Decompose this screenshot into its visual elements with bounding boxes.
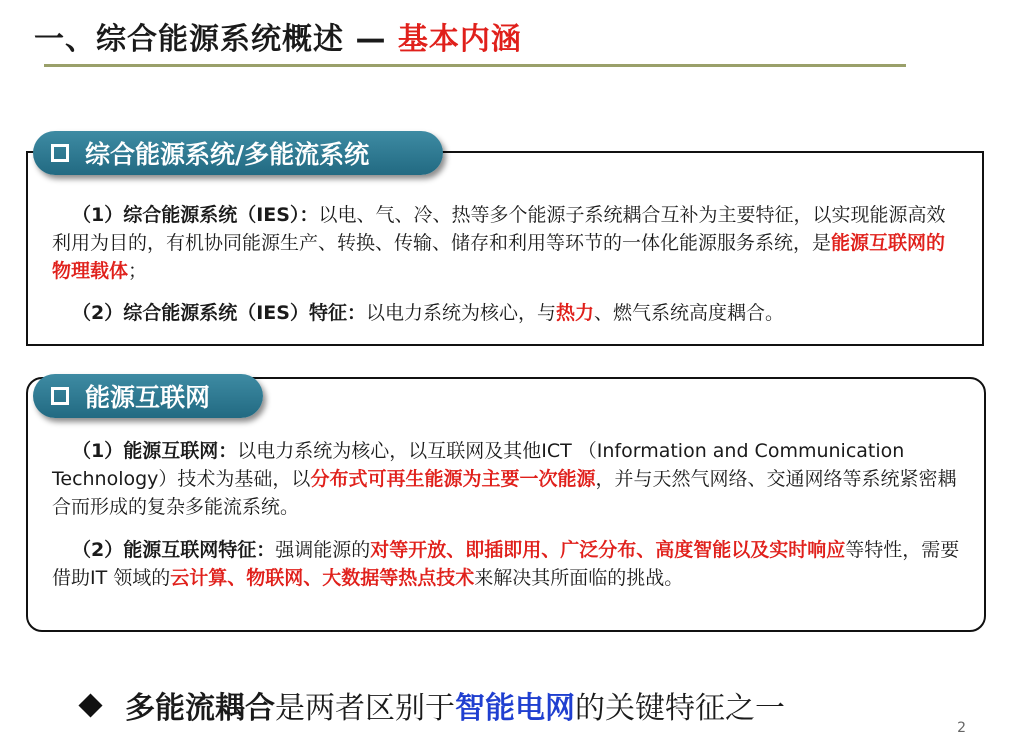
diamond-bullet-icon bbox=[78, 693, 102, 717]
ies-definition-highlight: 能源互联网的物理载体 bbox=[52, 232, 946, 282]
energy-internet-feature-tail: 来解决其所面临的挑战。 bbox=[474, 567, 684, 589]
ies-feature-text: 以电力系统为核心，与 bbox=[365, 302, 556, 324]
energy-internet-definition-paragraph bbox=[52, 437, 962, 521]
ies-feature-tail: 、燃气系统高度耦合。 bbox=[594, 302, 785, 324]
energy-internet-definition-tail: ，并与天然气网络、交通网络等系统紧密耦合而形成的复杂多能流系统。 bbox=[52, 468, 957, 518]
key-takeaway-text-2: 的关键特征之一 bbox=[575, 691, 785, 726]
page-number: 2 bbox=[957, 720, 966, 736]
ies-section-tag-label: 综合能源系统/多能流系统 bbox=[85, 140, 370, 169]
key-takeaway-text-1: 是两者区别于 bbox=[275, 691, 455, 726]
energy-internet-feature-highlight-2: 云计算、物联网、大数据等热点技术 bbox=[170, 567, 475, 589]
ies-definition-text: 以电、气、冷、热等多个能源子系统耦合互补为主要特征，以实现能源高效利用为目的，有机协同能源生产、转换、传输、储存和利用等环节的一体化能源服务系统，是 bbox=[52, 204, 946, 254]
checkbox-square-icon bbox=[51, 387, 69, 405]
ies-definition-tail: ； bbox=[128, 260, 148, 282]
page-title-accent: 基本内涵 bbox=[397, 22, 522, 57]
energy-internet-definition-highlight: 分布式可再生能源为主要一次能源 bbox=[310, 468, 596, 490]
energy-internet-feature-paragraph bbox=[52, 536, 962, 592]
ies-feature-paragraph bbox=[52, 299, 962, 327]
ies-section-tag bbox=[33, 131, 443, 175]
energy-internet-feature-mid: 等特性，需要借助IT 领域的 bbox=[52, 539, 960, 589]
energy-internet-definition-lead: （1）能源互联网： bbox=[72, 440, 238, 462]
key-takeaway-blue: 智能电网 bbox=[455, 691, 575, 726]
key-takeaway bbox=[82, 683, 785, 727]
energy-internet-section-tag bbox=[33, 374, 263, 418]
ies-feature-lead: （2）综合能源系统（IES）特征： bbox=[72, 302, 366, 324]
ies-feature-highlight: 热力 bbox=[555, 302, 594, 324]
energy-internet-feature-highlight-1: 对等开放、即插即用、广泛分布、高度智能以及实时响应 bbox=[370, 539, 846, 561]
page-title-prefix: 一、综合能源系统概述 — bbox=[34, 22, 398, 57]
ies-definition-paragraph bbox=[52, 201, 962, 285]
energy-internet-feature-text: 强调能源的 bbox=[275, 539, 371, 561]
page-title bbox=[34, 14, 522, 58]
checkbox-square-icon bbox=[51, 144, 69, 162]
energy-internet-definition-text: 以电力系统为核心，以互联网及其他ICT （Information and Communication Technology）技术为基础，以 bbox=[52, 440, 905, 490]
ies-definition-lead: （1）综合能源系统（IES）： bbox=[72, 204, 319, 226]
energy-internet-section-tag-label: 能源互联网 bbox=[85, 383, 211, 412]
title-divider bbox=[44, 64, 906, 67]
energy-internet-feature-lead: （2）能源互联网特征： bbox=[72, 539, 276, 561]
key-takeaway-bold: 多能流耦合 bbox=[125, 691, 275, 726]
